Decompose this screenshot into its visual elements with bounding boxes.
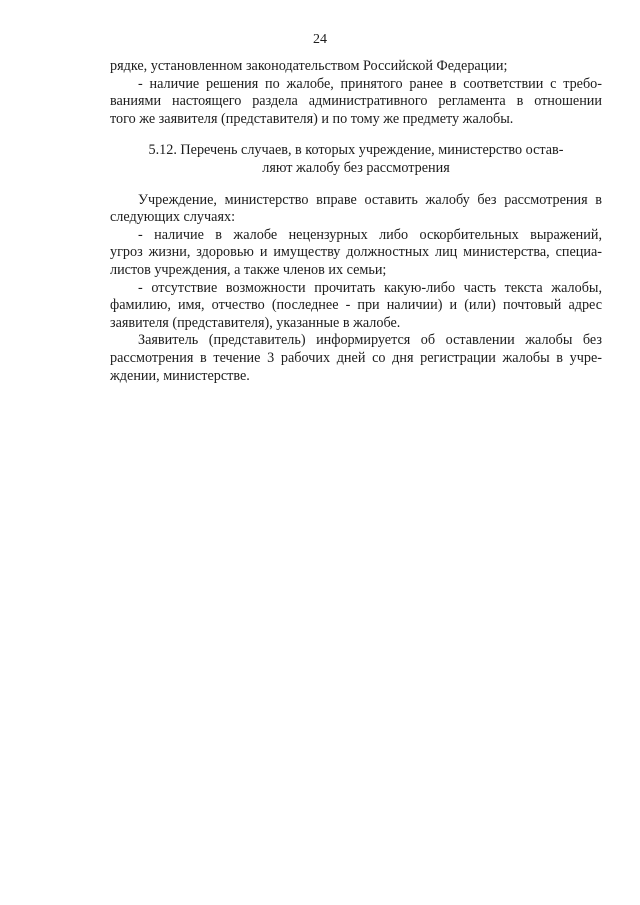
complaint-grounds-continuation bbox=[110, 58, 602, 128]
text-line: - наличие в жалобе нецензурных либо оскорбительных выражений, bbox=[138, 226, 602, 243]
document-body bbox=[110, 58, 602, 385]
heading-line: ляют жалобу без рассмотрения bbox=[262, 159, 450, 176]
page-number: 24 bbox=[313, 32, 327, 47]
section-heading bbox=[110, 142, 602, 177]
text-line: фамилию, имя, отчество (последнее - при наличии) и (или) почтовый адрес bbox=[110, 297, 602, 314]
text-line: рядке, установленном законодательством Российской Федерации; bbox=[110, 58, 508, 74]
section-body bbox=[110, 192, 602, 386]
text-line: - отсутствие возможности прочитать какую-либо часть текста жалобы, bbox=[138, 279, 602, 296]
text-line: ваниями настоящего раздела административного регламента в отношении bbox=[110, 93, 602, 110]
text-line: ждении, министерстве. bbox=[110, 367, 250, 384]
text-line: того же заявителя (представителя) и по тому же предмету жалобы. bbox=[110, 110, 514, 127]
text-line: рассмотрения в течение 3 рабочих дней со дня регистрации жалобы в учре- bbox=[110, 349, 602, 366]
text-line: следующих случаях: bbox=[110, 209, 236, 226]
text-line: - наличие решения по жалобе, принятого ранее в соответствии с требо- bbox=[138, 75, 602, 92]
text-line: Учреждение, министерство вправе оставить жалобу без рассмотрения в bbox=[138, 191, 602, 208]
text-line: Заявитель (представитель) информируется об оставлении жалобы без bbox=[138, 332, 602, 349]
heading-line: 5.12. Перечень случаев, в которых учреждение, министерство остав- bbox=[148, 142, 564, 159]
text-line: угроз жизни, здоровью и имуществу должностных лиц министерства, специа- bbox=[110, 244, 602, 261]
text-line: заявителя (представителя), указанные в жалобе. bbox=[110, 314, 401, 331]
text-line: листов учреждения, а также членов их семьи; bbox=[110, 261, 387, 278]
